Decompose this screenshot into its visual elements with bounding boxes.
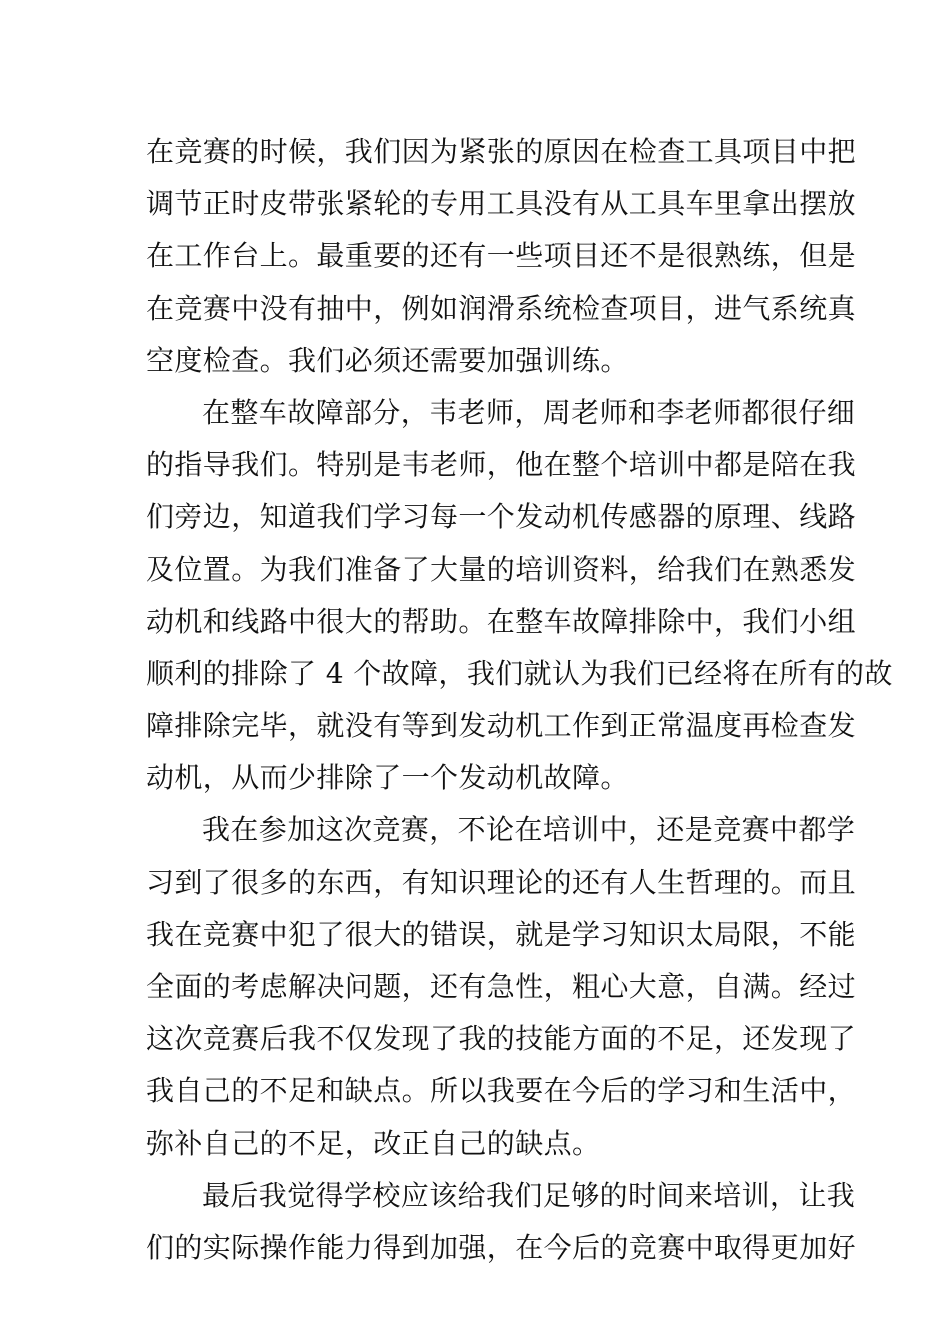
text-line: 全面的考虑解决问题，还有急性，粗心大意，自满。经过 xyxy=(146,970,857,1003)
paragraph-first-line: 最后我觉得学校应该给我们足够的时间来培训，让我 xyxy=(202,1178,856,1212)
text-line: 动机和线路中很大的帮助。在整车故障排除中，我们小组 xyxy=(146,604,857,638)
paragraph-first-line: 在整车故障部分，韦老师，周老师和李老师都很仔细 xyxy=(202,395,856,429)
paragraph-first-line: 我在参加这次竞赛，不论在培训中，还是竞赛中都学 xyxy=(202,813,856,847)
text-line: 这次竞赛后我不仅发现了我的技能方面的不足，还发现了 xyxy=(146,1022,857,1056)
text-line: 我自己的不足和缺点。所以我要在今后的学习和生活中， xyxy=(146,1074,857,1108)
text-line: 顺利的排除了 4 个故障，我们就认为我们已经将在所有的故 xyxy=(146,656,893,690)
text-line: 们旁边，知道我们学习每一个发动机传感器的原理、线路 xyxy=(146,500,857,534)
text-line: 弥补自己的不足，改正自己的缺点。 xyxy=(146,1126,601,1160)
text-line: 的指导我们。特别是韦老师，他在整个培训中都是陪在我 xyxy=(146,448,857,482)
text-line: 在工作台上。最重要的还有一些项目还不是很熟练，但是 xyxy=(146,239,857,273)
text-line: 调节正时皮带张紧轮的专用工具没有从工具车里拿出摆放 xyxy=(146,187,857,221)
text-line: 习到了很多的东西，有知识理论的还有人生哲理的。而且 xyxy=(146,865,857,899)
text-line: 障排除完毕，就没有等到发动机工作到正常温度再检查发 xyxy=(146,709,857,743)
text-line: 我在竞赛中犯了很大的错误，就是学习知识太局限，不能 xyxy=(146,917,857,951)
text-line: 空度检查。我们必须还需要加强训练。 xyxy=(146,343,629,377)
text-line: 动机，从而少排除了一个发动机故障。 xyxy=(146,761,629,795)
document-body xyxy=(146,126,893,1274)
text-line: 在竞赛的时候，我们因为紧张的原因在检查工具项目中把 xyxy=(146,135,857,168)
text-line: 们的实际操作能力得到加强，在今后的竞赛中取得更加好 xyxy=(146,1230,857,1264)
text-line: 在竞赛中没有抽中，例如润滑系统检查项目，进气系统真 xyxy=(146,291,857,325)
text-line: 及位置。为我们准备了大量的培训资料，给我们在熟悉发 xyxy=(146,552,857,586)
